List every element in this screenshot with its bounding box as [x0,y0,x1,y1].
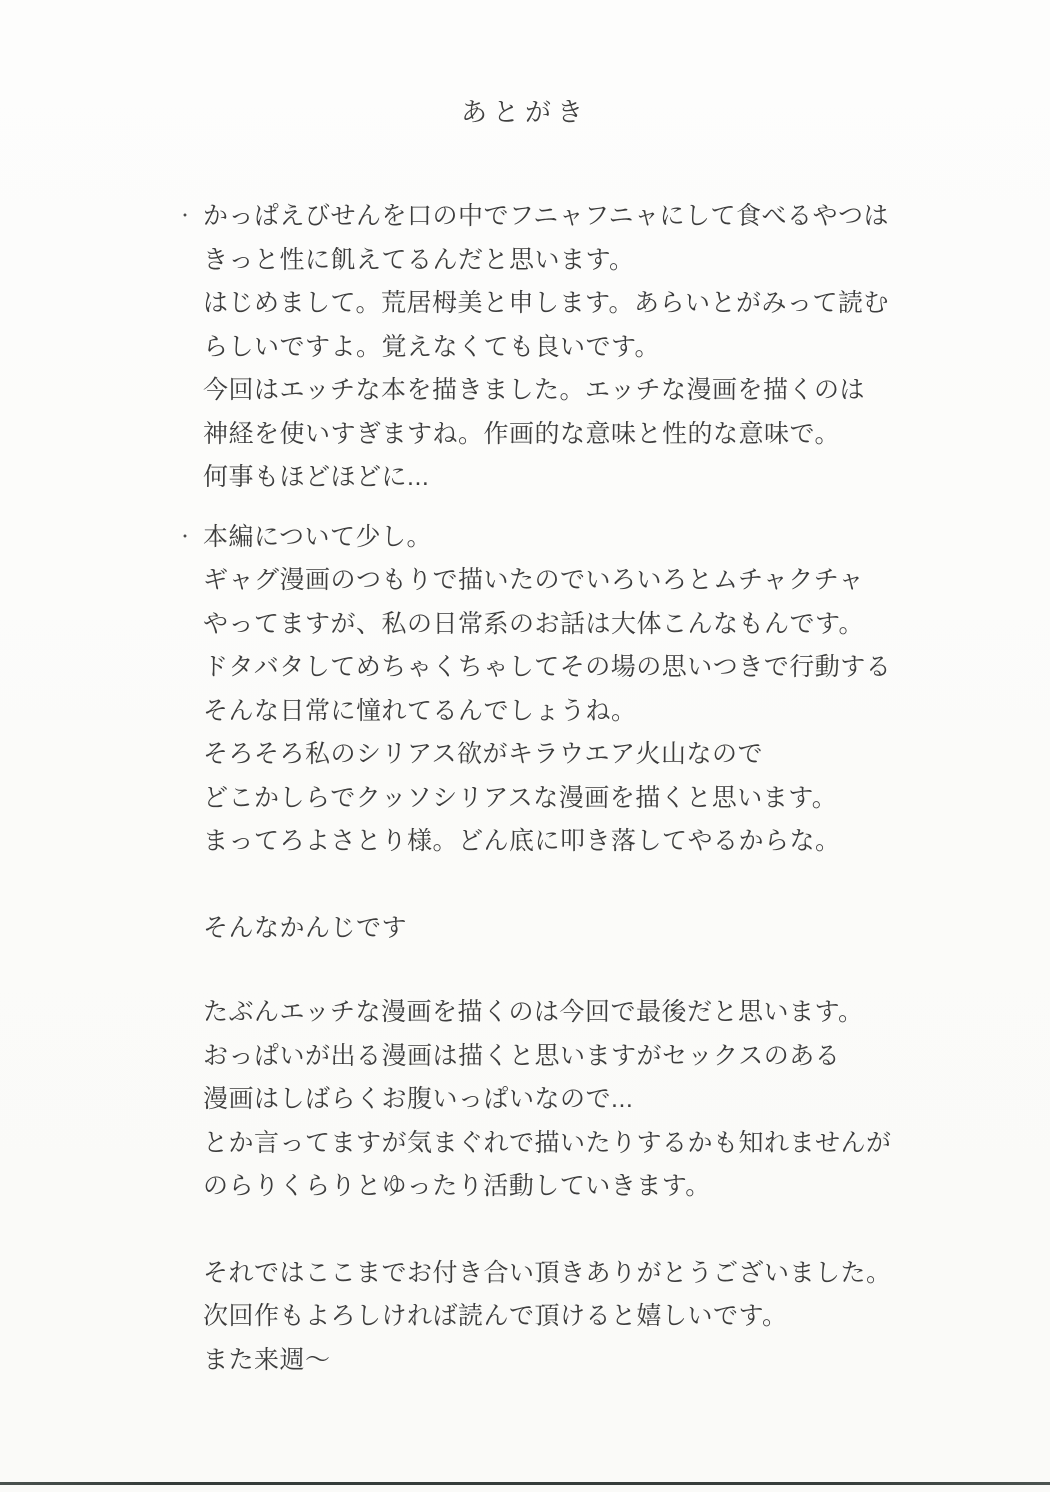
text-line: きっと性に飢えてるんだと思います。 [203,245,635,274]
afterword-body [0,195,1050,1382]
paragraph-about-story [177,516,970,864]
page-title: あとがき [460,97,589,127]
text-line: 神経を使いすぎますね。作画的な意味と性的な意味で。 [203,419,841,448]
text-line: そんな日常に憧れてるんでしょうね。 [203,696,637,725]
text-line: それではここまでお付き合い頂きありがとうございました。 [203,1258,892,1287]
text-line: 次回作もよろしければ読んで頂けると嬉しいです。 [203,1302,788,1330]
paragraph-interlude [203,907,970,951]
text-line [177,195,970,239]
text-line: のらりくらりとゆったり活動していきます。 [203,1172,711,1200]
paragraph-intro [177,195,970,500]
text-line: たぶんエッチな漫画を描くのは今回で最後だと思います。 [203,998,864,1026]
text-line: また来週〜 [203,1345,331,1374]
text-line: らしいですよ。覚えなくても良いです。 [203,332,661,361]
paragraph-future-plans [203,991,970,1209]
text-line: やってますが、私の日常系のお話は大体こんなもんです。 [203,609,865,638]
bullet-dot-icon: ・ [177,528,194,546]
text-line: そんなかんじです [203,913,408,942]
text-line: まってろよさとり様。どん底に叩き落してやるからな。 [203,827,841,855]
scan-edge-line [0,1482,1050,1485]
text-line: おっぱいが出る漫画は描くと思いますがセックスのある [203,1041,841,1070]
text-line [177,516,970,560]
text-line: 漫画はしばらくお腹いっぱいなので... [203,1085,634,1113]
text-line: ギャグ漫画のつもりで描いたのでいろいろとムチャクチャ [203,566,865,594]
bullet-dot-icon: ・ [177,208,194,225]
text-line: ドタバタしてめちゃくちゃしてその場の思いつきで行動する [203,653,892,681]
text-line-content: かっぱえびせんを口の中でフニャフニャにして食べるやつは [203,202,890,230]
text-line: 何事もほどほどに... [203,463,430,491]
text-line: とか言ってますが気まぐれで描いたりするかも知れませんが [203,1128,892,1157]
text-line: そろそろ私のシリアス欲がキラウエア火山なので [203,740,764,768]
text-line: はじめまして。荒居栂美と申します。あらいとがみって読む [203,289,890,317]
text-line: 今回はエッチな本を描きました。エッチな漫画を描くのは [203,376,866,404]
text-line-content: 本編について少し。 [203,522,433,551]
paragraph-closing [203,1252,970,1383]
text-line: どこかしらでクッソシリアスな漫画を描くと思います。 [203,783,838,812]
